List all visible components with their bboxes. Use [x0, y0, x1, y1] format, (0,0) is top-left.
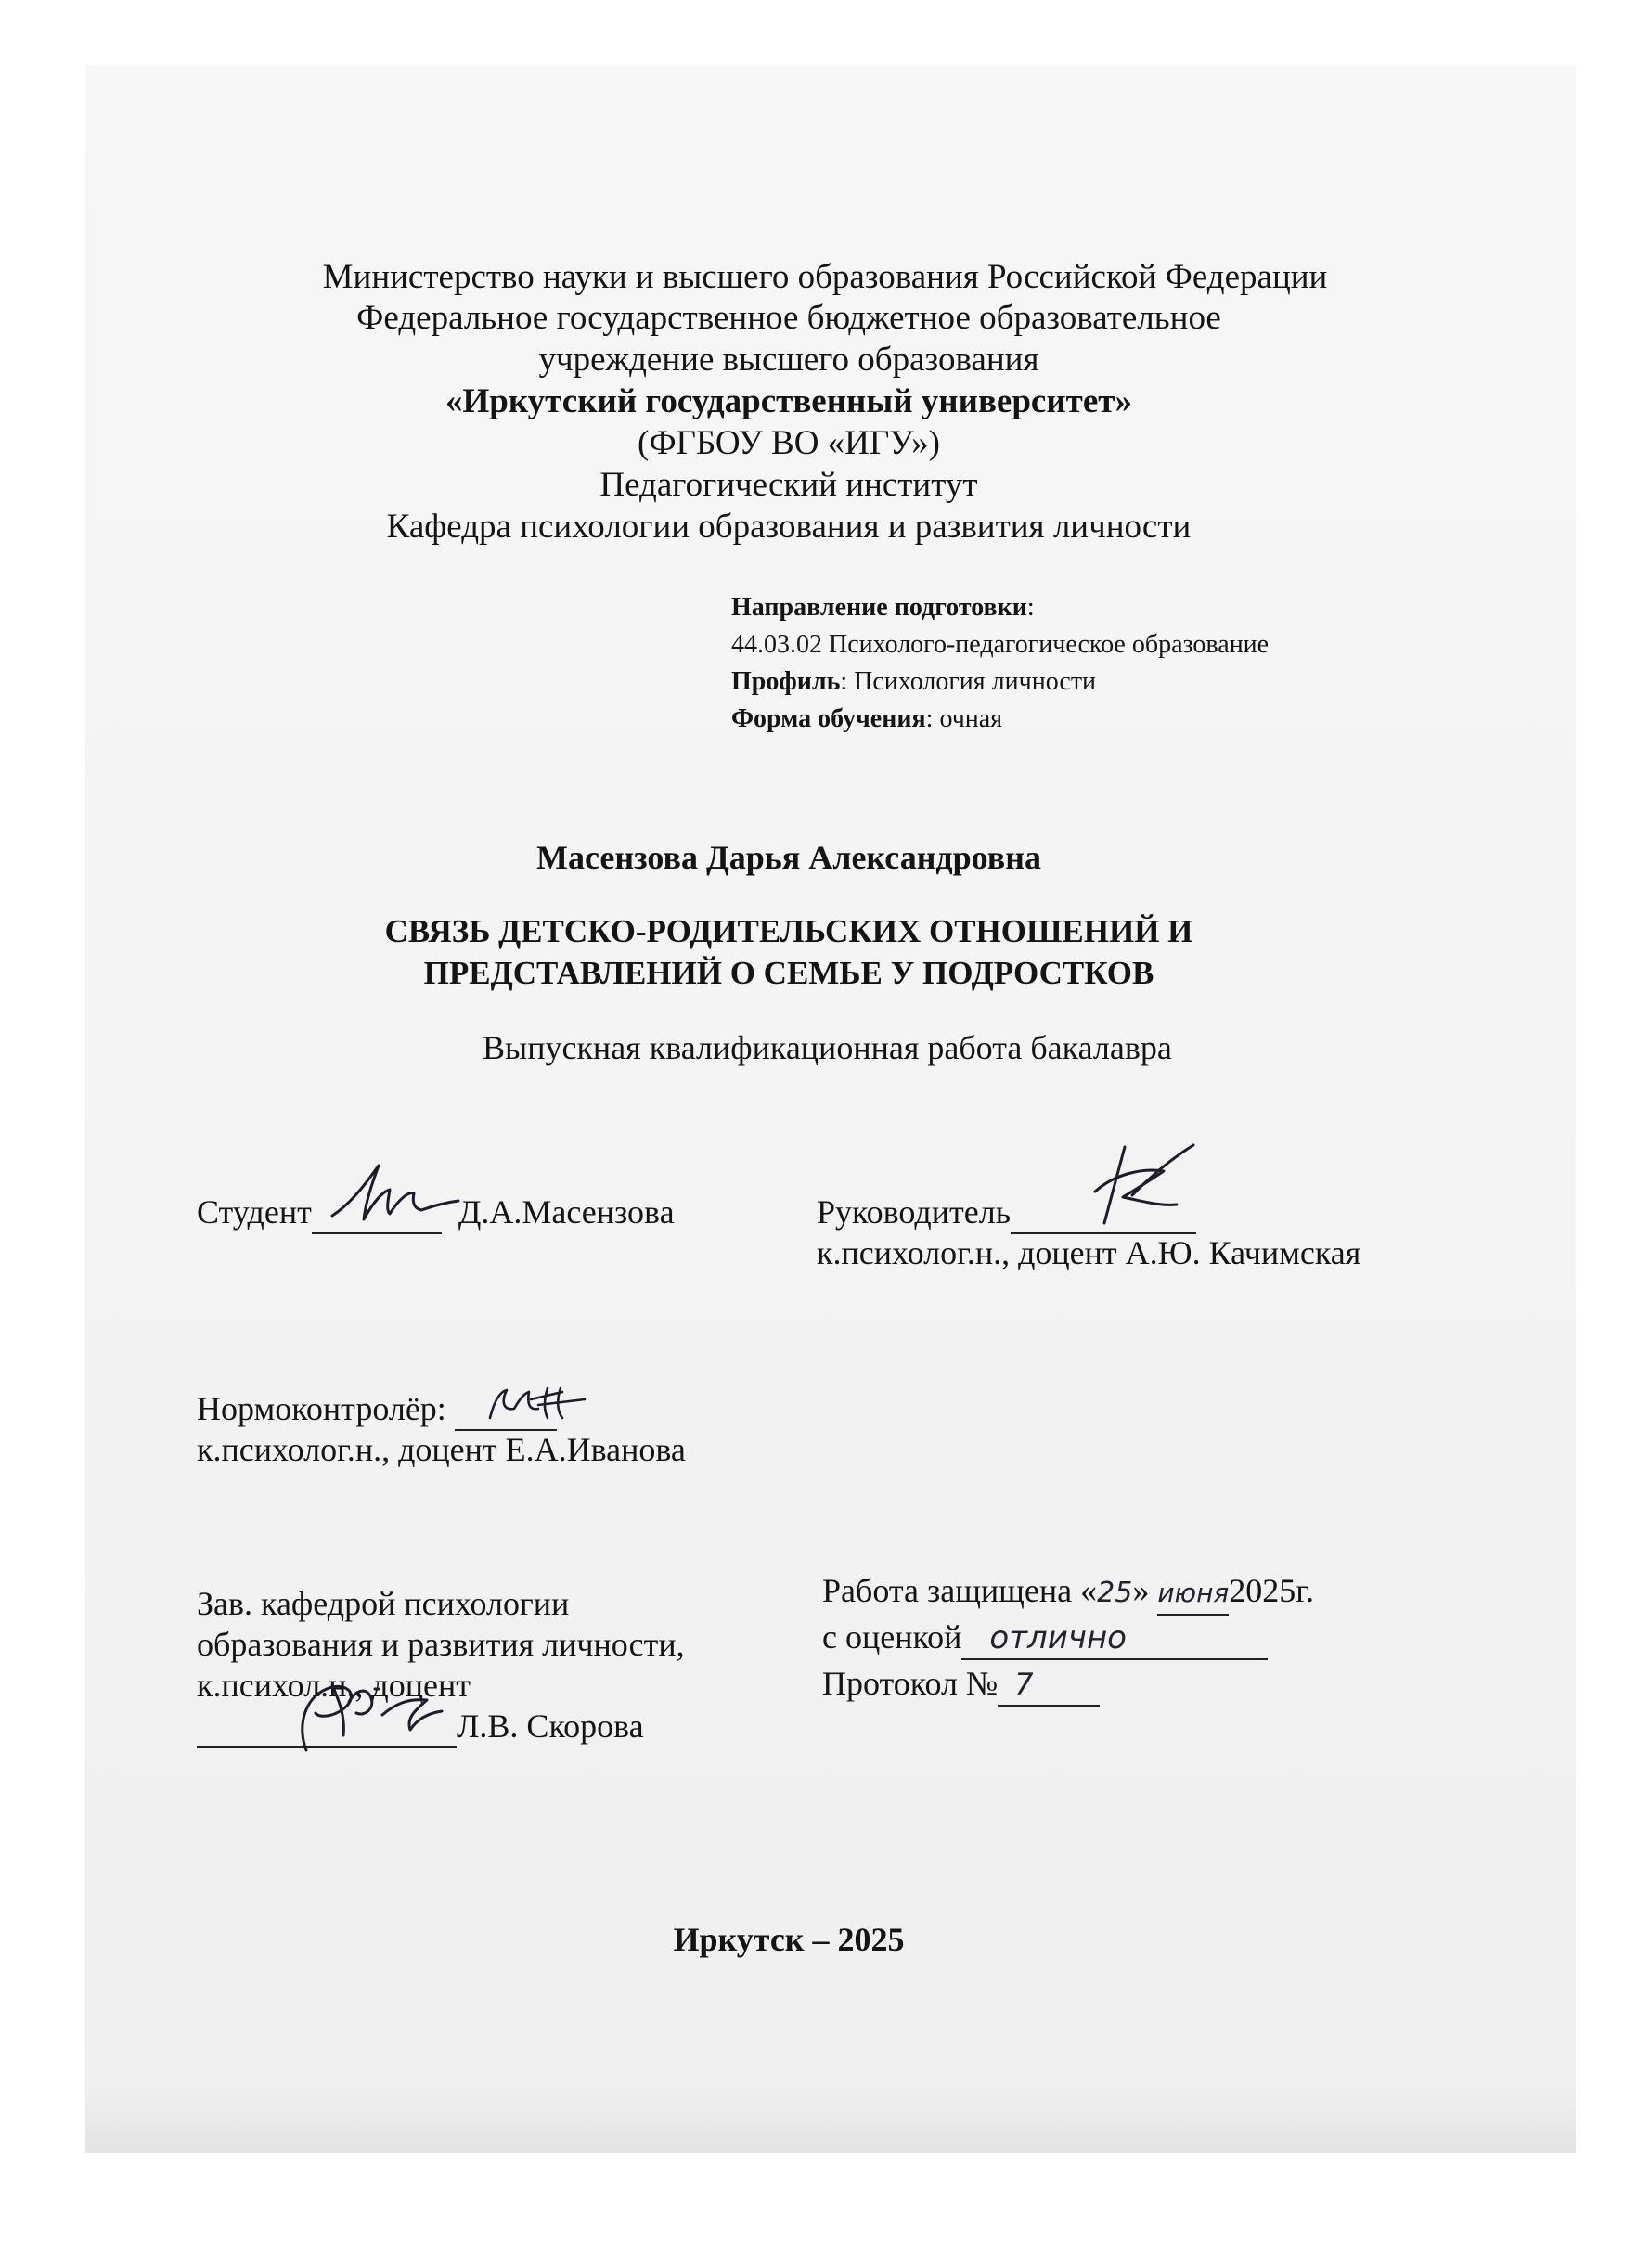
university-name: «Иркутский государственный университет» — [445, 382, 1132, 420]
form-row: Форма обучения: очная — [731, 704, 1003, 733]
normcontrol-label: Нормоконтролёр: — [197, 1390, 446, 1427]
direction-label: Направление подготовки — [731, 593, 1027, 622]
supervisor-name: к.психолог.н., доцент А.Ю. Качимская — [817, 1234, 1361, 1271]
student-signature — [325, 1158, 464, 1232]
supervisor-label: Руководитель — [817, 1193, 1012, 1231]
direction-value: 44.03.02 Психолого-педагогическое образование — [731, 630, 1270, 659]
scan-shadow — [85, 2088, 1576, 2153]
grade-label-text: с оценкой — [822, 1618, 962, 1656]
profile-row: Профиль: Психология личности — [731, 667, 1097, 696]
defense-year: 2025г. — [1229, 1572, 1314, 1609]
direction-row: Направление подготовки: — [731, 593, 1035, 622]
supervisor-signature — [1067, 1140, 1206, 1232]
ministry-line: Министерство науки и высшего образования Российской Федерации — [322, 258, 1328, 296]
institution-type-line: Федеральное государственное бюджетное образовательное — [356, 299, 1221, 337]
student-name: Д.А.Масензова — [458, 1193, 675, 1231]
defense-date-row — [822, 1570, 1314, 1616]
head-name: Л.В. Скорова — [457, 1707, 644, 1745]
profile-label: Профиль — [731, 667, 841, 696]
head-signature — [278, 1661, 445, 1754]
work-type: Выпускная квалификационная работа бакалавра — [483, 1029, 1172, 1066]
protocol-row — [822, 1663, 1100, 1707]
profile-value: Психология личности — [854, 667, 1097, 696]
defense-day: 25 — [1097, 1577, 1133, 1609]
department-name: Кафедра психологии образования и развития личности — [386, 508, 1192, 546]
grade-value: отлично — [961, 1617, 1268, 1660]
thesis-title-line2: ПРЕДСТАВЛЕНИЙ О СЕМЬЕ У ПОДРОСТКОВ — [423, 955, 1154, 991]
protocol-value: 7 — [998, 1664, 1100, 1707]
defense-month: июня — [1157, 1573, 1229, 1616]
defense-mid: » — [1132, 1572, 1150, 1609]
normcontrol-signature — [483, 1381, 594, 1427]
head-line2: образования и развития личности, — [197, 1626, 685, 1663]
institute-name: Педагогический институт — [599, 466, 978, 504]
normcontrol-name: к.психолог.н., доцент Е.А.Иванова — [197, 1431, 686, 1468]
head-line1: Зав. кафедрой психологии — [197, 1585, 570, 1622]
defense-prefix: Работа защищена « — [822, 1572, 1098, 1609]
program-block — [731, 589, 1269, 738]
head-line3: к.психол.н., доцент — [197, 1667, 471, 1704]
grade-row — [822, 1617, 1268, 1660]
protocol-label: Протокол № — [822, 1665, 999, 1702]
thesis-title-line1: СВЯЗЬ ДЕТСКО-РОДИТЕЛЬСКИХ ОТНОШЕНИЙ И — [384, 913, 1193, 949]
city-year: Иркутск – 2025 — [673, 1921, 905, 1958]
university-abbr: (ФГБОУ ВО «ИГУ») — [638, 424, 940, 462]
form-label: Форма обучения — [731, 704, 926, 733]
author-name: Масензова Дарья Александровна — [536, 839, 1041, 876]
institution-level-line: учреждение высшего образования — [538, 341, 1039, 379]
student-label: Студент — [197, 1193, 312, 1231]
form-value: очная — [939, 704, 1003, 733]
